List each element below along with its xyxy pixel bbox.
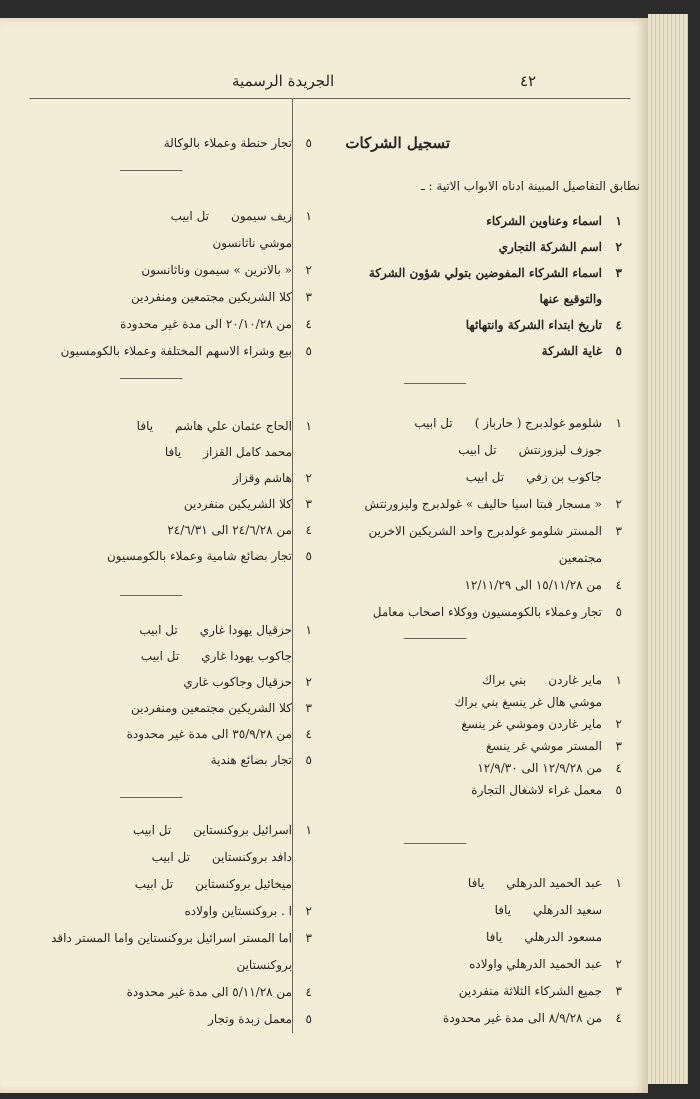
item-number: ٥ [305,136,312,150]
list-item [212,235,312,251]
item-number: ٥ [305,1012,312,1026]
item-number: ٤ [305,317,312,331]
item-text: سعيد الدرهلي [533,903,602,917]
item-text: من ١٢/٩/٢٨ الى ١٢/٩/٣٠ [477,761,602,775]
list-item [468,875,622,891]
item-number: ٢ [615,717,622,731]
list-item [559,550,622,566]
field-item [542,343,622,359]
page-number: ٤٢ [520,72,537,90]
list-item [164,135,312,151]
list-item [443,1010,622,1026]
separator [120,170,182,171]
list-item [165,444,312,460]
list-item [464,577,622,593]
field-label: اسماء الشركاء المفوضين بتولي شؤون الشركة [368,266,602,280]
list-item [107,548,312,564]
list-item [51,930,312,946]
item-city: تل ابيب [170,209,209,223]
item-number: ٤ [615,578,622,592]
field-number: ١ [615,214,622,228]
header-rule [30,98,630,99]
item-text: موشي ناثانسون [212,236,292,250]
item-number: ٣ [615,984,622,998]
item-text: « بالاترين » سيمون وناثانسون [141,263,292,277]
item-number: ٣ [305,701,312,715]
item-number: ٤ [305,523,312,537]
field-number: ٥ [615,344,622,358]
separator [120,797,182,798]
item-text: ماير غاردن [548,673,602,687]
item-text: جوزف ليزورنتش [518,443,602,457]
item-text: كلا الشريكين منفردين [183,497,292,511]
item-text: معمل زبدة وتجار [208,1012,292,1026]
item-number: ٥ [305,549,312,563]
item-number: ٢ [305,904,312,918]
item-city: تل ابيب [151,850,190,864]
item-city: يافا [467,876,485,890]
item-text: المستر شلومو غولدبرج واحد الشريكين الاخرين [368,524,602,538]
item-text: اما المستر اسرائيل بروكنستاين واما المستر داقد [51,931,292,945]
field-item [466,317,622,333]
list-item [471,782,622,798]
item-city: يافا [136,419,154,433]
list-item [482,672,622,688]
list-item [458,442,622,458]
item-text: مسعود الدرهلي [524,930,602,944]
item-number: ٤ [615,1011,622,1025]
field-label: اسم الشركة التجاري [498,240,602,254]
list-item [236,957,312,973]
list-item [208,1011,312,1027]
separator [404,383,466,384]
list-item [137,418,312,434]
list-item [171,208,312,224]
item-text: تجار وعملاء بالكومسيون ووكلاء اصحاب معامل [372,605,602,619]
field-item [486,213,622,229]
list-item [495,902,622,918]
item-text: مجتمعين [558,551,602,565]
item-number: ٢ [615,497,622,511]
item-text: كلا الشريكين مجتمعين ومنفردين [131,290,292,304]
separator [404,843,466,844]
item-text: جاكوب يهودا غاري [201,649,292,663]
list-item [167,522,312,538]
list-item [184,496,312,512]
field-number: ٤ [615,318,622,332]
item-text: بيع وشراء الاسهم المختلفة وعملاء بالكومسيون [60,344,292,358]
list-item [152,849,312,865]
item-text: هاشم وقزاز [232,471,292,485]
item-text: من ٢٠/١٠/٢٨ الى مدة غير محدودة [120,317,292,331]
item-city: يافا [485,930,503,944]
item-text: ميخائيل بروكنستاين [195,877,292,891]
item-number: ٣ [305,497,312,511]
item-text: شلومو غولدبرج ( حارباز ) [474,416,602,430]
item-city: تل ابيب [458,443,497,457]
page-title: الجريدة الرسمية [232,72,335,90]
item-city: تل ابيب [140,649,180,663]
field-label: اسماء وعناوين الشركاء [486,214,602,228]
list-item [135,876,312,892]
item-city: يافا [164,445,182,459]
list-item [454,694,622,710]
list-item [139,622,312,638]
list-item [141,648,312,664]
item-city: بني براك [482,673,527,687]
field-item [499,239,622,255]
item-number: ٣ [305,931,312,945]
item-number: ٤ [615,761,622,775]
item-text: من ٨/٩/٢٨ الى مدة غير محدودة [443,1011,602,1025]
item-number: ١ [305,823,312,837]
item-text: موشي هال غر ينسغ بني براك [454,695,602,709]
intro-text: نطابق التفاصيل المبينة ادناه الابواب الاتية : ـ [421,179,640,193]
item-number: ٢ [305,263,312,277]
item-city: تل ابيب [414,416,453,430]
separator [120,595,182,596]
item-text: جاكوب بن زفي [526,470,602,484]
item-text: من ١٥/١١/٢٨ الى ١٢/١١/٢٩ [464,578,602,592]
field-number: ٢ [615,240,622,254]
list-item [133,822,312,838]
list-item [131,700,312,716]
item-text: ا . بروكنستاين واولاده [184,904,292,918]
item-number: ٤ [305,727,312,741]
item-text: بروكنستاين [236,958,292,972]
item-number: ٣ [615,739,622,753]
list-item [183,674,312,690]
item-text: « مسجار فبتا اسيا حاليف » غولدبرج وليزورنتش [364,497,602,511]
list-item [466,469,622,485]
separator [404,638,466,639]
list-item [373,604,622,620]
item-text: تجار حنطة وعملاء بالوكالة [163,136,292,150]
list-item [414,415,622,431]
list-item [184,903,312,919]
item-number: ٣ [615,524,622,538]
field-label: تاريخ ابتداء الشركة وانتهائها [465,318,602,332]
item-text: عبد الحميد الدرهلي واولاده [469,957,602,971]
list-item [477,760,622,776]
item-number: ١ [305,419,312,433]
item-text: من ٣٥/٩/٢٨ الى مدة غير محدودة [126,727,292,741]
list-item [368,523,622,539]
item-number: ٤ [305,985,312,999]
item-city: تل ابيب [139,623,178,637]
item-text: ماير غاردن وموشي غر ينسغ [461,717,602,731]
list-item [365,496,622,512]
item-number: ١ [615,876,622,890]
field-item [369,265,622,281]
item-number: ٢ [615,957,622,971]
list-item [131,289,312,305]
item-text: اسرائيل بروكنستاين [193,823,292,837]
item-text: من ٥/١١/٢٨ الى مدة غير محدودة [126,985,292,999]
item-text: تجار بضائع هندية [210,753,292,767]
item-number: ٥ [305,344,312,358]
item-text: معمل غراء لاشغال التجارة [471,783,602,797]
item-city: تل ابيب [134,877,174,891]
list-item [461,716,622,732]
item-number: ١ [615,416,622,430]
page-edges [648,14,688,1084]
item-city: يافا [494,903,512,917]
list-item [486,738,622,754]
item-text: زيف سيمون [231,209,292,223]
item-text: دافد بروكنستاين [211,850,292,864]
list-item [211,752,312,768]
item-text: من ٢٤/٦/٢٨ الى ٢٤/٦/٣١ [167,523,292,537]
field-label: والتوقيع عنها [539,292,602,306]
field-item [540,291,623,307]
section-heading: تسجيل الشركات [345,134,450,152]
item-city: تل ابيب [132,823,172,837]
item-text: كلا الشريكين مجتمعين ومنفردين [131,701,292,715]
item-text: الحاج عثمان علي هاشم [175,419,292,433]
item-text: حزقيال وجاكوب غاري [183,675,292,689]
list-item [127,984,312,1000]
item-city: تل ابيب [465,470,505,484]
item-number: ١ [305,623,312,637]
list-item [61,343,312,359]
separator [120,378,182,379]
item-number: ٢ [305,471,312,485]
item-text: تجار بضائع شامية وعملاء بالكومسيون [106,549,292,563]
list-item [141,262,312,278]
item-number: ١ [305,209,312,223]
item-number: ٣ [305,290,312,304]
item-number: ٥ [305,753,312,767]
list-item [120,316,312,332]
item-number: ٥ [615,605,622,619]
item-number: ٢ [305,675,312,689]
item-text: حزقيال يهودا غاري [199,623,292,637]
item-text: جميع الشركاء الثلاثة منفردين [458,984,602,998]
list-item [469,956,622,972]
list-item [127,726,312,742]
list-item [459,983,622,999]
list-item [233,470,312,486]
item-text: عبد الحميد الدرهلي [506,876,602,890]
item-text: المستر موشي غر ينسغ [486,739,602,753]
item-number: ١ [615,673,622,687]
item-number: ٥ [615,783,622,797]
list-item [486,929,622,945]
field-label: غاية الشركة [541,344,602,358]
field-number: ٣ [615,266,622,280]
item-text: محمد كامل القزاز [203,445,292,459]
